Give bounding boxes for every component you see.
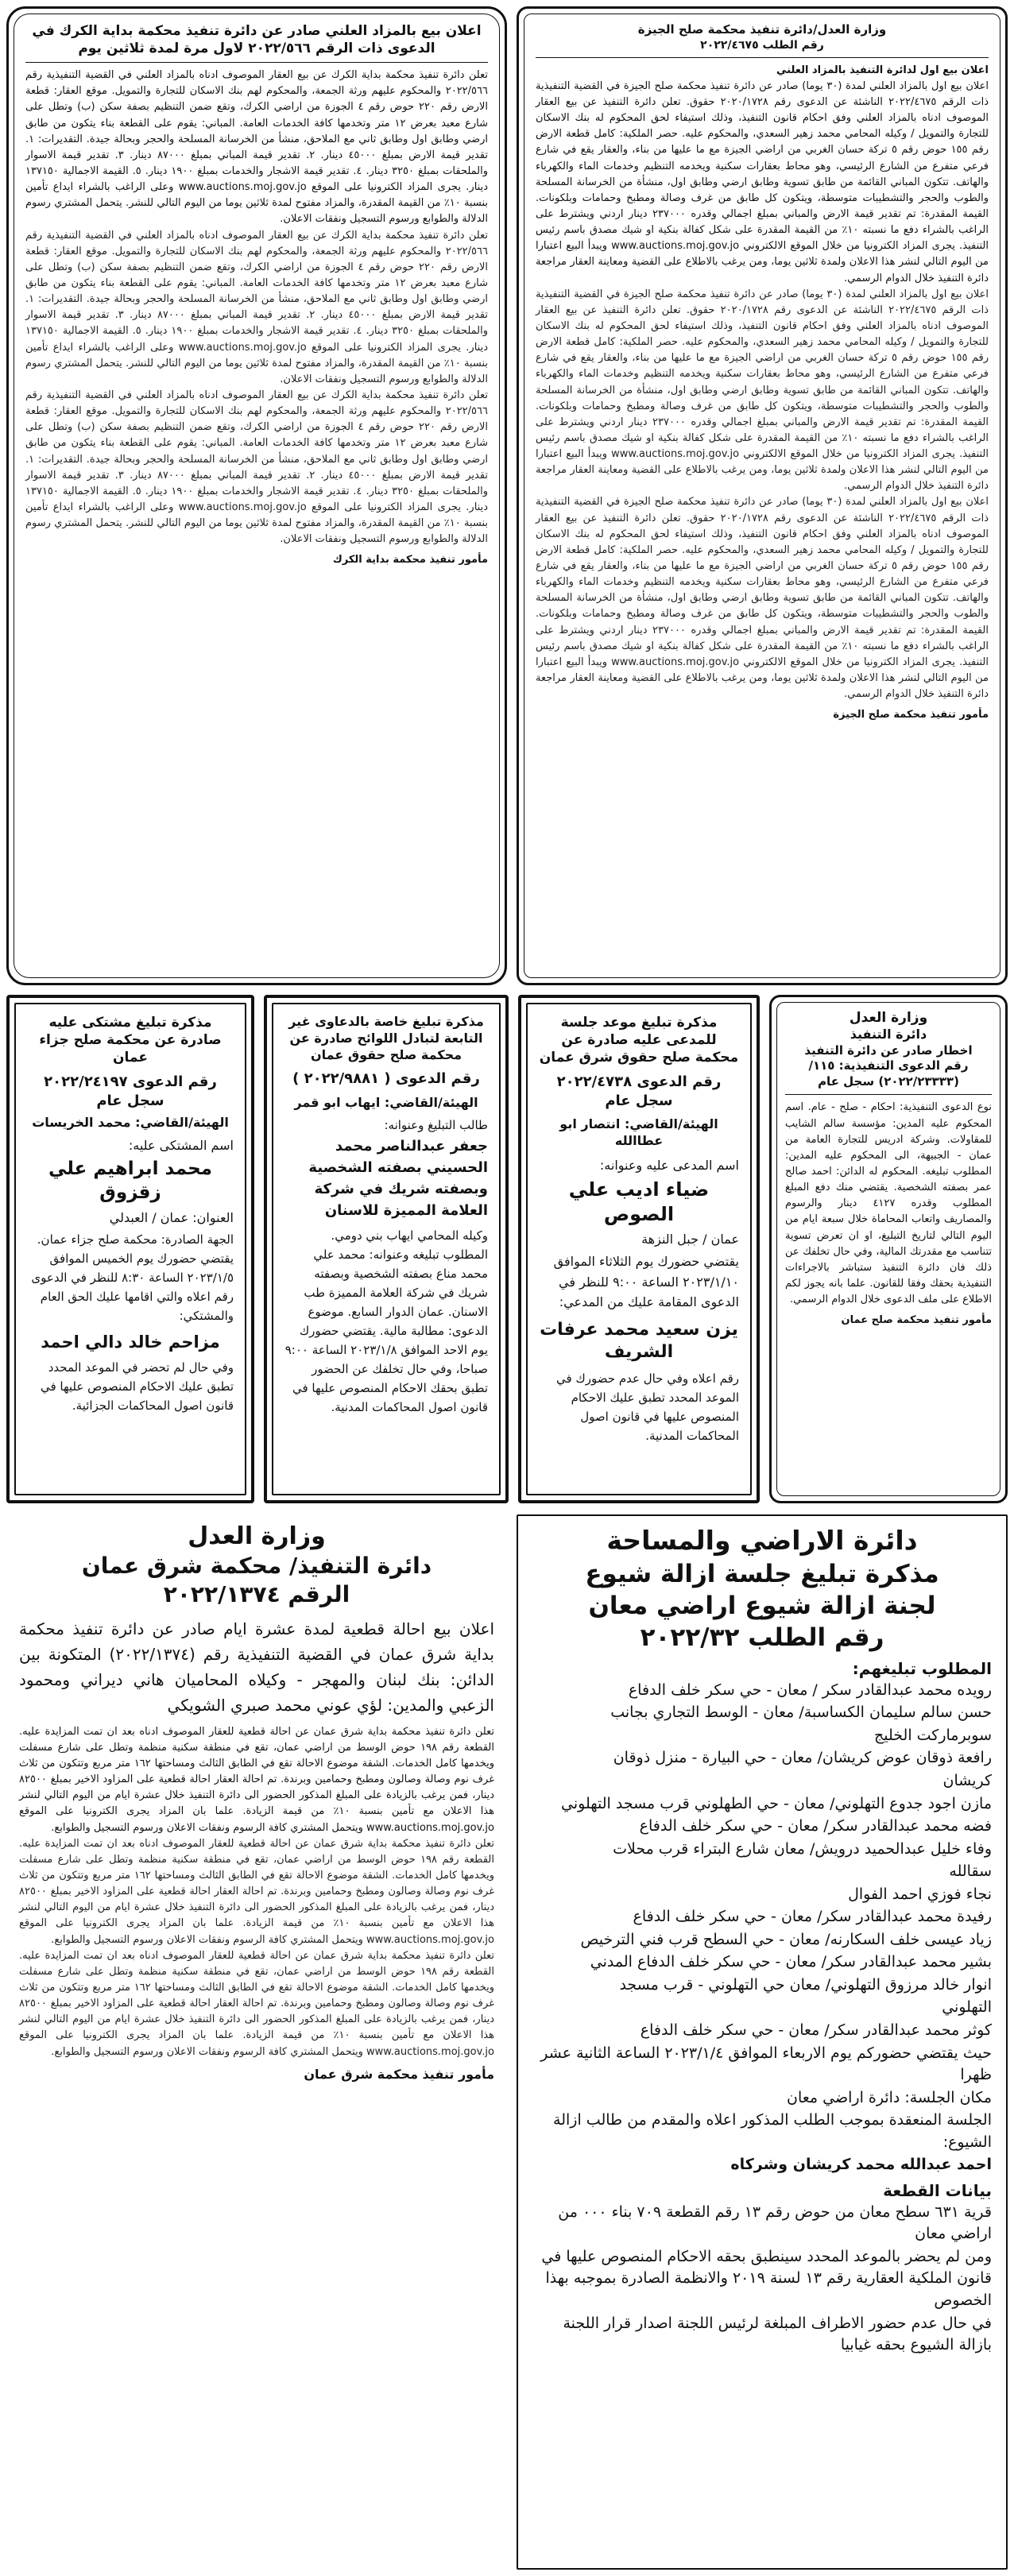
notice-criminal-summons bbox=[6, 995, 254, 1503]
notice-body: اعلان بيع اول بالمزاد العلني لمدة (٣٠ يوما) صادر عن دائرة تنفيذ محكمة صلح الجيزة في القضية التنفيذية ذات الرقم ٢٠٢٢/٤٦٧٥ الناشئة عن الدعوى رقم ٢٠٢٠/١٧٢٨ حقوق. تعلن دائرة التنفيذ عن بيع العقار الموصوف ادناه بالمزاد العلني وفق احكام قانون التنفيذ، وذلك استيفاء لحق المحكوم له بنك الاسكان للتجارة والتمويل / وكيله المحامي محمد زهير السعدي، والمحكوم عليه. حصر الملكية: كامل قطعة الارض رقم ١٥٥ حوض رقم ٥ تركة حسان الغربي من اراضي الجيزة مع ما عليها من بناء، والعقار يقع في شارع فرعي متفرع من الشارع الرئيسي، وهو محاط بعقارات سكنية ويخدمه التنظيم وخدمات الماء والكهرباء والهاتف. تتكون المباني القائمة من طابق تسوية وطابق ارضي وطابق اول، منشأة من الخرسانة المسلحة والطوب والحجر والتشطيبات متوسطة، ويتكون كل طابق من غرف وصالة ومطبخ وحمامات وبلكونات. القيمة المقدرة: تم تقدير قيمة الارض والمباني بمبلغ اجمالي وقدره ٢٣٧٠٠٠ دينار اردني ويشترط على الراغب بالشراء دفع ما نسبته ١٠٪ من القيمة المقدرة على شكل كفالة بنكية او شيك مصدق باسم رئيس التنفيذ. يجرى المزاد الكترونيا من خلال الموقع الالكتروني www.auctions.moj.gov.jo ويبدأ البيع اعتبارا من اليوم التالي لنشر هذا الاعلان ولمدة ثلاثين يوما، ومن يرغب بالاطلاع على القضية ومعاينة العقار مراجعة دائرة التنفيذ خلال الدوام الرسمي. bbox=[536, 79, 989, 284]
recipient-line: رويده محمد عبدالقادر سكر / معان - حي سكر خلف الدفاع bbox=[628, 1681, 992, 1699]
notice-body-continued-2: تعلن دائرة تنفيذ محكمة بداية الكرك عن بيع العقار الموصوف ادناه بالمزاد العلني في القضية التنفيذية رقم ٢٠٢٢/٥٦٦ والمحكوم عليهم ورثة الجمعة، والمحكوم لهم بنك الاسكان للتجارة والتمويل. موقع العقار: قطعة الارض رقم ٢٢٠ حوض رقم ٤ الجوزة من اراضي الكرك، وتقع ضمن التنظيم بصفة سكن (ب) وتطل على شارع معبد بعرض ١٢ متر وتخدمها كافة الخدمات العامة. المباني: يقوم على القطعة بناء يتكون من طابق ارضي وطابق اول وطابق ثاني مع الملاحق، منشأ من الخرسانة المسلحة والحجر وبحالة جيدة. التقديرات: ١. تقدير قيمة الارض بمبلغ ٤٥٠٠٠ دينار. ٢. تقدير قيمة المباني بمبلغ ٨٧٠٠٠ دينار. ٣. تقدير قيمة الاسوار والملحقات بمبلغ ٣٢٥٠ دينار. ٤. تقدير قيمة الاشجار والخدمات بمبلغ ١٩٠٠ دينار. ٥. القيمة الاجمالية ١٣٧١٥٠ دينار. يجرى المزاد الكترونيا على الموقع www.auctions.moj.gov.jo وعلى الراغب بالشراء ايداع تأمين بنسبة ١٠٪ من القيمة المقدرة، والمزاد مفتوح لمدة ثلاثين يوما من اليوم التالي للنشر. يتحمل المشتري رسوم الدلالة والطوابع ورسوم التسجيل ونفقات الاعلان. bbox=[25, 389, 489, 546]
notice-ref: رقم الطلب ٢٠٢٢/٤٦٧٥ bbox=[700, 38, 824, 52]
recipient-line: حسن سالم سليمان الكساسبة/ معان - الوسط التجاري بجانب bbox=[610, 1704, 992, 1722]
notice-dept: دائرة التنفيذ bbox=[850, 1027, 927, 1042]
notice-body-continued: تعلن دائرة تنفيذ محكمة بداية شرق عمان عن احالة قطعية للعقار الموصوف ادناه بعد ان تمت المزايدة عليه. القطعة رقم ١٩٨ حوض الوسط من اراضي عمان، تقع في منطقة سكنية منظمة وتطل على شارع مسفلت ويخدمها كامل الخدمات. الشقة موضوع الاحالة تقع في الطابق الثالث ومساحتها ١٦٢ متر مربع وتتكون من ثلاث غرف نوم وصالة وصالون ومطبخ وحمامين وبرندة. تم احالة العقار احالة قطعية على المزاود الاخير بمبلغ ٨٢٥٠٠ دينار، فمن يرغب بالزيادة على المبلغ المذكور الحضور الى دائرة التنفيذ خلال عشرة ايام من اليوم التالي لنشر هذا الاعلان مع تأمين بنسبة ١٠٪ من قيمة الزيادة. علما بان المزاد يجرى الكترونيا على الموقع www.auctions.moj.gov.jo ويتحمل المشتري كافة الرسوم ونفقات الاعلان ورسوم التسجيل والطوابع. bbox=[19, 1837, 494, 1946]
notice-title: مذكرة تبليغ جلسة ازالة شيوع bbox=[585, 1559, 939, 1588]
notice-committee: لجنة ازالة شيوع اراضي معان bbox=[588, 1592, 936, 1621]
notice-body: الجهة الصادرة: محكمة صلح جزاء عمان. يقتضي حضورك يوم الخميس الموافق ٢٠٢٣/١/٥ الساعة ٨:٣٠ للنظر في الدعوى رقم اعلاه والتي اقامها عليك الحق العام والمشتكي: bbox=[31, 1232, 234, 1323]
notice-judge: الهيئة/القاضي: انتصار ابو عطاالله bbox=[559, 1116, 718, 1148]
notice-address: عمان / جبل النزهة bbox=[641, 1232, 739, 1247]
notice-closing: ومن لم يحضر بالموعد المحدد سينطبق بحقه الاحكام المنصوص عليها في قانون الملكية العقارية رقم ١٣ لسنة ٢٠١٩ والانظمة الصادرة بموجبه بهذا الخصوص bbox=[541, 2247, 992, 2309]
recipients-list bbox=[532, 1680, 992, 2042]
applicant-name: احمد عبدالله محمد كريشان وشركاه bbox=[730, 2156, 992, 2174]
notice-plaintiff: يزن سعيد محمد عرفات الشريف bbox=[540, 1319, 738, 1363]
notice-court: وزارة العدل/دائرة تنفيذ محكمة صلح الجيزة bbox=[637, 22, 887, 37]
recipient-line: رافعة ذوقان عوض كريشان/ معان - حي البيارة - منزل ذوقان bbox=[613, 1749, 992, 1767]
notice-body: يقتضي حضورك يوم الثلاثاء الموافق ٢٠٢٣/١/١٠ الساعة ٩:٠٠ للنظر في الدعوى المقامة عليك من المدعي: bbox=[553, 1254, 739, 1310]
notice-session-summons bbox=[518, 995, 760, 1503]
notice-body-continued-2: اعلان بيع اول بالمزاد العلني لمدة (٣٠ يوما) صادر عن دائرة تنفيذ محكمة صلح الجيزة في القضية التنفيذية ذات الرقم ٢٠٢٢/٤٦٧٥ الناشئة عن الدعوى رقم ٢٠٢٠/١٧٢٨ حقوق. تعلن دائرة التنفيذ عن بيع العقار الموصوف ادناه بالمزاد العلني وفق احكام قانون التنفيذ، وذلك استيفاء لحق المحكوم له بنك الاسكان للتجارة والتمويل / وكيله المحامي محمد زهير السعدي، والمحكوم عليه. حصر الملكية: كامل قطعة الارض رقم ١٥٥ حوض رقم ٥ تركة حسان الغربي من اراضي الجيزة مع ما عليها من بناء، والعقار يقع في شارع فرعي متفرع من الشارع الرئيسي، وهو محاط بعقارات سكنية ويخدمه التنظيم وخدمات الماء والكهرباء والهاتف. تتكون المباني القائمة من طابق تسوية وطابق ارضي وطابق اول، منشأة من الخرسانة المسلحة والطوب والحجر والتشطيبات متوسطة، ويتكون كل طابق من غرف وصالة ومطبخ وحمامات وبلكونات. القيمة المقدرة: تم تقدير قيمة الارض والمباني بمبلغ اجمالي وقدره ٢٣٧٠٠٠ دينار اردني ويشترط على الراغب بالشراء دفع ما نسبته ١٠٪ من القيمة المقدرة على شكل كفالة بنكية او شيك مصدق باسم رئيس التنفيذ. يجرى المزاد الكترونيا من خلال الموقع الالكتروني www.auctions.moj.gov.jo ويبدأ البيع اعتبارا من اليوم التالي لنشر هذا الاعلان ولمدة ثلاثين يوما، ومن يرغب بالاطلاع على القضية ومعاينة العقار مراجعة دائرة التنفيذ خلال الدوام الرسمي. bbox=[536, 496, 989, 701]
notice-closing-2: في حال عدم حضور الاطراف المبلغة لرئيس اللجنة اصدار قرار اللجنة بازالة الشيوع بحقه غيابيا bbox=[563, 2314, 992, 2354]
session-place: مكان الجلسة: دائرة اراضي معان bbox=[787, 2088, 992, 2106]
notice-ministry: وزارة العدل bbox=[188, 1522, 326, 1550]
recipient-line: رفيدة محمد عبدالقادر سكر/ معان - حي سكر خلف الدفاع bbox=[633, 1908, 992, 1926]
notice-signature: مأمور تنفيذ محكمة شرق عمان bbox=[304, 2066, 494, 2082]
notice-requester-label: طالب التبليغ وعنوانه: bbox=[384, 1117, 488, 1132]
notice-case-number: رقم الدعوى التنفيذية: ١١٥/ (٢٠٢٢/٢٣٣٣٣) سجل عام bbox=[808, 1058, 969, 1089]
notice-body-continued: اعلان بيع اول بالمزاد العلني لمدة (٣٠ يوما) صادر عن دائرة تنفيذ محكمة صلح الجيزة في القضية التنفيذية ذات الرقم ٢٠٢٢/٤٦٧٥ الناشئة عن الدعوى رقم ٢٠٢٠/١٧٢٨ حقوق. تعلن دائرة التنفيذ عن بيع العقار الموصوف ادناه بالمزاد العلني وفق احكام قانون التنفيذ، وذلك استيفاء لحق المحكوم له بنك الاسكان للتجارة والتمويل / وكيله المحامي محمد زهير السعدي، والمحكوم عليه. حصر الملكية: كامل قطعة الارض رقم ١٥٥ حوض رقم ٥ تركة حسان الغربي من اراضي الجيزة مع ما عليها من بناء، والعقار يقع في شارع فرعي متفرع من الشارع الرئيسي، وهو محاط بعقارات سكنية ويخدمه التنظيم وخدمات الماء والكهرباء والهاتف. تتكون المباني القائمة من طابق تسوية وطابق ارضي وطابق اول، منشأة من الخرسانة المسلحة والطوب والحجر والتشطيبات متوسطة، ويتكون كل طابق من غرف وصالة ومطبخ وحمامات وبلكونات. القيمة المقدرة: تم تقدير قيمة الارض والمباني بمبلغ اجمالي وقدره ٢٣٧٠٠٠ دينار اردني ويشترط على الراغب بالشراء دفع ما نسبته ١٠٪ من القيمة المقدرة على شكل كفالة بنكية او شيك مصدق باسم رئيس التنفيذ. يجرى المزاد الكترونيا من خلال الموقع الالكتروني www.auctions.moj.gov.jo ويبدأ البيع اعتبارا من اليوم التالي لنشر هذا الاعلان ولمدة ثلاثين يوما، ومن يرغب بالاطلاع على القضية ومعاينة العقار مراجعة دائرة التنفيذ خلال الدوام الرسمي. bbox=[536, 288, 989, 493]
notice-body: وكيله المحامي ايهاب بني دومي. المطلوب تبليغه وعنوانه: محمد علي محمد مناع بصفته الشخصية وبصفته شريك في شركة العلامة المميزة طب الاسنان. عمان الدوار السابع. موضوع الدعوى: مطالبة مالية. يقتضي حضورك يوم الاحد الموافق ٢٠٢٣/١/٨ الساعة ٩:٠٠ صباحا، وفي حال تخلفك عن الحضور تطبق بحقك الاحكام المنصوص عليها في قانون اصول المحاكمات المدنية. bbox=[284, 1228, 488, 1414]
recipient-line: كوثر محمد عبدالقادر سكر/ معان - حي سكر خلف الدفاع bbox=[640, 2021, 992, 2039]
notice-number: الرقم ٢٠٢٢/١٣٧٤ bbox=[163, 1581, 350, 1608]
parcel-label: بيانات القطعة bbox=[883, 2180, 992, 2200]
notice-plaintiff: مزاحم خالد دالي احمد bbox=[41, 1332, 220, 1352]
notice-requester: جعفر عبدالناصر محمد الحسيني بصفته الشخصية وبصفته شريك في شركة العلامة المميزة للاسنان bbox=[308, 1137, 488, 1219]
notice-body: تعلن دائرة تنفيذ محكمة بداية شرق عمان عن احالة قطعية للعقار الموصوف ادناه بعد ان تمت المزايدة عليه. القطعة رقم ١٩٨ حوض الوسط من اراضي عمان، تقع في منطقة سكنية منظمة وتطل على شارع مسفلت ويخدمها كامل الخدمات. الشقة موضوع الاحالة تقع في الطابق الثالث ومساحتها ١٦٢ متر مربع وتتكون من ثلاث غرف نوم وصالة وصالون ومطبخ وحمامين وبرندة. تم احالة العقار احالة قطعية على المزاود الاخير بمبلغ ٨٢٥٠٠ دينار، فمن يرغب بالزيادة على المبلغ المذكور الحضور الى دائرة التنفيذ خلال عشرة ايام من اليوم التالي لنشر هذا الاعلان مع تأمين بنسبة ١٠٪ من قيمة الزيادة. علما بان المزاد يجرى الكترونيا على الموقع www.auctions.moj.gov.jo ويتحمل المشتري كافة الرسوم ونفقات الاعلان ورسوم التسجيل والطوابع. bbox=[19, 1725, 494, 1834]
notice-address: العنوان: عمان / العبدلي bbox=[109, 1209, 234, 1225]
notice-special-summons bbox=[264, 995, 509, 1503]
recipient-line: زياد عيسى خلف السكارنه/ معان - حي السطح قرب فني الترخيص bbox=[580, 1930, 992, 1948]
recipients-label: المطلوب تبليغهم: bbox=[852, 1658, 992, 1678]
recipient-line: كريشان bbox=[942, 1771, 992, 1789]
recipient-line: سوبرماركت الخليج bbox=[873, 1726, 992, 1744]
notice-body-continued-2: تعلن دائرة تنفيذ محكمة بداية شرق عمان عن احالة قطعية للعقار الموصوف ادناه بعد ان تمت المزايدة عليه. القطعة رقم ١٩٨ حوض الوسط من اراضي عمان، تقع في منطقة سكنية منظمة وتطل على شارع مسفلت ويخدمها كامل الخدمات. الشقة موضوع الاحالة تقع في الطابق الثالث ومساحتها ١٦٢ متر مربع وتتكون من ثلاث غرف نوم وصالة وصالون ومطبخ وحمامين وبرندة. تم احالة العقار احالة قطعية على المزاود الاخير بمبلغ ٨٢٥٠٠ دينار، فمن يرغب بالزيادة على المبلغ المذكور الحضور الى دائرة التنفيذ خلال عشرة ايام من اليوم التالي لنشر هذا الاعلان مع تأمين بنسبة ١٠٪ من قيمة الزيادة. علما بان المزاد يجرى الكترونيا على الموقع www.auctions.moj.gov.jo ويتحمل المشتري كافة الرسوم ونفقات الاعلان ورسوم التسجيل والطوابع. bbox=[19, 1949, 494, 2058]
notice-title: مذكرة تبليغ مشتكى عليه صادرة عن محكمة صلح جزاء عمان bbox=[39, 1015, 222, 1066]
recipient-line: مازن اجود جدوع التهلوني/ معان - حي الطهلوني قرب مسجد التهلوني bbox=[561, 1794, 992, 1812]
parcel-details: قرية ٦٣١ سطح معان من حوض رقم ١٣ رقم القطعة ٧٠٩ بناء ٠٠٠ من اراضي معان bbox=[558, 2203, 992, 2243]
notice-defendant-label: اسم المدعى عليه وعنوانه: bbox=[599, 1157, 739, 1173]
notice-defendant: ضياء اديب علي الصوص bbox=[568, 1178, 710, 1225]
notice-giza-auction bbox=[517, 6, 1008, 985]
notice-judge: الهيئة/القاضي: ايهاب ابو قمر bbox=[294, 1094, 478, 1110]
notice-signature: مأمور تنفيذ محكمة صلح عمان bbox=[841, 1314, 992, 1327]
notice-body: نوع الدعوى التنفيذية: احكام - صلح - عام. اسم المحكوم عليه المدين: مؤسسة سالم الشايب للمقاولات. وشركة ادريس للتجارة العامة من عمان - الجبيهة، الى المحكوم عليه المدين: المطلوب تبليغه. المحكوم له الدائن: احمد صالح عمر بصفته الشخصية. يقتضي منك دفع المبلغ المطلوب وقدره ٤١٢٧ دينار والرسوم والمصاريف واتعاب المحاماة خلال سبعة ايام من اليوم التالي لتاريخ التبليغ، او ان تعرض تسوية تتناسب مع مقدرتك المالية، وفي حال تخلفك عن ذلك فان دائرة التنفيذ ستباشر بالاجراءات التنفيذية بحقك وفقا للقانون. علما بانه يجوز لكم الاطلاع على ملف الدعوى خلال الدوام الرسمي. bbox=[785, 1101, 992, 1306]
notice-case-number: رقم الدعوى ٢٠٢٢/٢٤١٩٧ سجل عام bbox=[44, 1073, 217, 1109]
notice-execution-warning bbox=[769, 995, 1008, 1503]
notice-signature: مأمور تنفيذ محكمة صلح الجيزة bbox=[833, 709, 989, 721]
recipient-line: وفاء خليل عبدالحميد درويش/ معان شارع البتراء قرب محلات bbox=[613, 1839, 992, 1858]
notice-signature: مأمور تنفيذ محكمة بداية الكرك bbox=[332, 554, 488, 567]
session-purpose: الجلسة المنعقدة بموجب الطلب المذكور اعلاه والمقدم من طالب ازالة الشيوع: bbox=[553, 2111, 992, 2151]
notice-case-number: رقم الدعوى ( ٢٠٢٢/٩٨٨١ ) bbox=[292, 1070, 480, 1088]
session-time: حيث يقتضي حضوركم يوم الاربعاء الموافق ٢٠٢٣/١/٤ الساعة الثانية عشر ظهرا bbox=[540, 2044, 992, 2084]
notice-closing: وفي حال لم تحضر في الموعد المحدد تطبق عليك الاحكام المنصوص عليها في قانون اصول المحاكمات الجزائية. bbox=[40, 1360, 234, 1413]
notice-body-continued: تعلن دائرة تنفيذ محكمة بداية الكرك عن بيع العقار الموصوف ادناه بالمزاد العلني في القضية التنفيذية رقم ٢٠٢٢/٥٦٦ والمحكوم عليهم ورثة الجمعة، والمحكوم لهم بنك الاسكان للتجارة والتمويل. موقع العقار: قطعة الارض رقم ٢٢٠ حوض رقم ٤ الجوزة من اراضي الكرك، وتقع ضمن التنظيم بصفة سكن (ب) وتطل على شارع معبد بعرض ١٢ متر وتخدمها كافة الخدمات العامة. المباني: يقوم على القطعة بناء يتكون من طابق ارضي وطابق اول وطابق ثاني مع الملاحق، منشأ من الخرسانة المسلحة والحجر وبحالة جيدة. التقديرات: ١. تقدير قيمة الارض بمبلغ ٤٥٠٠٠ دينار. ٢. تقدير قيمة المباني بمبلغ ٨٧٠٠٠ دينار. ٣. تقدير قيمة الاسوار والملحقات بمبلغ ٣٢٥٠ دينار. ٤. تقدير قيمة الاشجار والخدمات بمبلغ ١٩٠٠ دينار. ٥. القيمة الاجمالية ١٣٧١٥٠ دينار. يجرى المزاد الكترونيا على الموقع www.auctions.moj.gov.jo وعلى الراغب بالشراء ايداع تأمين بنسبة ١٠٪ من القيمة المقدرة، والمزاد مفتوح لمدة ثلاثين يوما من اليوم التالي للنشر. يتحمل المشتري رسوم الدلالة والطوابع ورسوم التسجيل ونفقات الاعلان. bbox=[25, 229, 489, 385]
notice-closing: رقم اعلاه وفي حال عدم حضورك في الموعد المحدد تطبق عليك الاحكام المنصوص عليها في قانون اصول المحاكمات المدنية. bbox=[555, 1371, 739, 1443]
recipient-line: فضه محمد عبدالقادر سكر/ معان - حي سكر خلف الدفاع bbox=[639, 1817, 992, 1835]
notice-east-amman-sale bbox=[6, 1514, 507, 2570]
recipient-line: سقالله bbox=[949, 1862, 992, 1881]
notice-judge: الهيئة/القاضي: محمد الخريسات bbox=[32, 1115, 229, 1131]
recipient-line: انوار خالد مرزوق التهلوني/ معان حي التهلوني - قرب مسجد bbox=[619, 1975, 992, 1994]
notice-dept: دائرة التنفيذ/ محكمة شرق عمان bbox=[81, 1553, 432, 1579]
notice-karak-auction bbox=[6, 6, 507, 985]
notice-title: اعلان بيع اول لدائرة التنفيذ بالمزاد العلني bbox=[776, 64, 989, 76]
notice-title: اعلان بيع بالمزاد العلني صادر عن دائرة تنفيذ محكمة بداية الكرك في الدعوى ذات الرقم ٢٠٢٢/٥٦٦ لاول مرة لمدة ثلاثين يوم bbox=[32, 23, 482, 57]
notice-body: تعلن دائرة تنفيذ محكمة بداية الكرك عن بيع العقار الموصوف ادناه بالمزاد العلني في القضية التنفيذية رقم ٢٠٢٢/٥٦٦ والمحكوم عليهم ورثة الجمعة، والمحكوم لهم بنك الاسكان للتجارة والتمويل. موقع العقار: قطعة الارض رقم ٢٢٠ حوض رقم ٤ الجوزة من اراضي الكرك، وتقع ضمن التنظيم بصفة سكن (ب) وتطل على شارع معبد بعرض ١٢ متر وتخدمها كافة الخدمات العامة. المباني: يقوم على القطعة بناء يتكون من طابق ارضي وطابق اول وطابق ثاني مع الملاحق، منشأ من الخرسانة المسلحة والحجر وبحالة جيدة. التقديرات: ١. تقدير قيمة الارض بمبلغ ٤٥٠٠٠ دينار. ٢. تقدير قيمة المباني بمبلغ ٨٧٠٠٠ دينار. ٣. تقدير قيمة الاسوار والملحقات بمبلغ ٣٢٥٠ دينار. ٤. تقدير قيمة الاشجار والخدمات بمبلغ ١٩٠٠ دينار. ٥. القيمة الاجمالية ١٣٧١٥٠ دينار. يجرى المزاد الكترونيا على الموقع www.auctions.moj.gov.jo وعلى الراغب بالشراء ايداع تأمين بنسبة ١٠٪ من القيمة المقدرة، والمزاد مفتوح لمدة ثلاثين يوما من اليوم التالي للنشر. يتحمل المشتري رسوم الدلالة والطوابع ورسوم التسجيل ونفقات الاعلان. bbox=[25, 69, 489, 226]
notice-lead: اعلان بيع احالة قطعية لمدة عشرة ايام صادر عن دائرة تنفيذ محكمة بداية شرق عمان في القضية التنفيذية رقم (٢٠٢٢/١٣٧٤) المتكونة بين الدائن: بنك لبنان والمهجر - وكيلاه المحاميان هاني ديراني ومحمود الزعبي والمدين: لؤي عوني محمد صبري الشويكي bbox=[19, 1619, 494, 1715]
notice-request-number: رقم الطلب ٢٠٢٢/٣٢ bbox=[640, 1623, 884, 1653]
notice-subject: اخطار صادر عن دائرة التنفيذ bbox=[804, 1042, 973, 1058]
notice-land-partition bbox=[517, 1514, 1008, 2570]
notice-case-number: رقم الدعوى ٢٠٢٢/٤٧٣٨ سجل عام bbox=[556, 1073, 722, 1109]
recipient-line: التهلوني bbox=[942, 1998, 992, 2017]
notice-title: مذكرة تبليغ موعد جلسة للمدعى عليه صادرة عن محكمة صلح حقوق شرق عمان bbox=[539, 1015, 739, 1066]
recipient-line: نجاء فوزي احمد الفوال bbox=[848, 1885, 992, 1903]
notice-ministry: وزارة العدل bbox=[849, 1010, 928, 1026]
recipient-line: بشير محمد عبدالقادر سكر/ معان - حي سكر خلف الدفاع المدني bbox=[590, 1953, 992, 1971]
notice-authority: دائرة الاراضي والمساحة bbox=[606, 1525, 918, 1556]
notice-title: مذكرة تبليغ خاصة بالدعاوى غير التابعة لتبادل اللوائح صادرة عن محكمة صلح حقوق عمان bbox=[288, 1014, 484, 1062]
notice-defendant-label: اسم المشتكى عليه: bbox=[128, 1137, 234, 1153]
notice-defendant: محمد ابراهيم علي زقزوق bbox=[48, 1158, 212, 1203]
